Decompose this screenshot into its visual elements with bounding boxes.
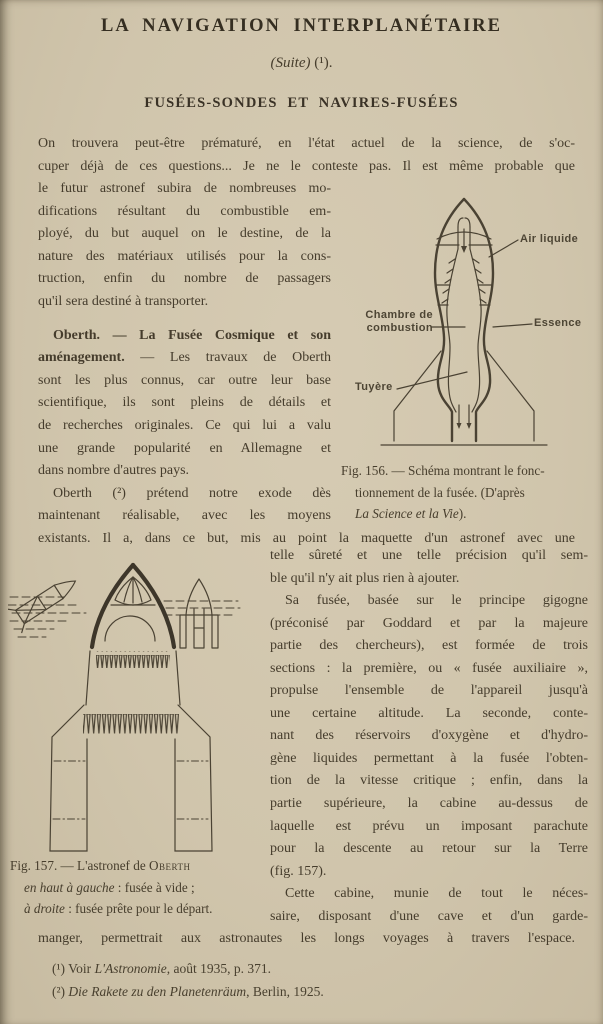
text-line: Sa fusée, basée sur le principe gigogne bbox=[285, 593, 588, 609]
text-line: partie des chercheurs), est formée de trois bbox=[270, 638, 588, 654]
text-line: sont les plus connus, car outre leur base bbox=[38, 372, 331, 388]
figure-156 bbox=[337, 193, 590, 525]
fig156-label-essence: Essence bbox=[534, 317, 582, 329]
text-line: saire, disposant d'une cave et d'un garde- bbox=[270, 908, 588, 924]
fig157-astronef-drawings bbox=[8, 553, 270, 853]
text-line: maintenant réalisable, avec les moyens bbox=[38, 508, 331, 524]
text-line: laquelle est prévu un imposant parachute bbox=[270, 818, 588, 834]
text-line: La Science et la Vie). bbox=[355, 506, 467, 521]
fig156-label-air-liquide: Air liquide bbox=[520, 233, 579, 245]
text-line: Fig. 156. — Schéma montrant le fonc- bbox=[341, 463, 545, 478]
text-line: une grande popularité en Allemagne et bbox=[38, 440, 331, 456]
text-line: telle sûreté et une telle précision qu'il sem- bbox=[270, 548, 588, 563]
text-line: en haut à gauche : fusée à vide ; bbox=[24, 879, 195, 895]
text-line: une certaine altitude. La seconde, conte- bbox=[270, 705, 588, 721]
article-subtitle bbox=[0, 55, 603, 72]
text-line: le futur astronef subira de nombreuses mo- bbox=[38, 181, 331, 196]
text-line: On trouvera peut-être prématuré, en l'état actuel de la science, de s'oc- bbox=[38, 136, 575, 151]
text-line: (¹) Voir L'Astronomie, août 1935, p. 371. bbox=[52, 961, 271, 976]
text-line: ployé, du but auquel on le destine, de la bbox=[38, 226, 331, 242]
text-line: (préconisé par Goddard et par la majeure bbox=[270, 615, 588, 631]
left-column-text bbox=[38, 178, 331, 528]
fig157-rocket-ready-in-water bbox=[164, 579, 240, 648]
text-line: (Suite) (¹). bbox=[270, 55, 333, 71]
text-line: (²) Die Rakete zu den Planetenräum, Berlin, 1925. bbox=[52, 984, 324, 999]
text-line: sections : la première, ou « fusée auxiliaire », bbox=[270, 660, 588, 676]
figure-157 bbox=[8, 553, 270, 925]
text-line: manger, permettrait aux astronautes les longs voyages à travers l'espace. bbox=[38, 931, 575, 946]
footnotes bbox=[52, 957, 542, 1003]
fig157-empty-rocket-floating bbox=[8, 569, 83, 632]
text-line: dans nombre d'autres pays. bbox=[38, 463, 190, 479]
text-line: Oberth (²) prétend notre exode dès bbox=[53, 485, 331, 501]
text-line: propulse l'ensemble de l'appareil jusqu'à bbox=[270, 683, 588, 699]
text-line: difications résultant du combustible em- bbox=[38, 203, 331, 219]
text-line: Fig. 157. — L'astronef de Oberth bbox=[10, 858, 191, 873]
text-line: truction, enfin du nombre de passagers bbox=[38, 271, 331, 287]
text-line: nature des matériaux utilisés pour la cons- bbox=[38, 248, 331, 264]
text-line: cuper déjà de ces questions... Je ne le conteste pas. Il est même probable que bbox=[38, 158, 575, 174]
text-line: Oberth. — La Fusée Cosmique et son bbox=[53, 327, 331, 343]
text-line: pour la descente au retour sur la Terre bbox=[270, 841, 588, 857]
text-line: partie supérieure, la cabine au-dessus de bbox=[270, 796, 588, 812]
fig156-caption bbox=[341, 460, 585, 525]
text-line: (fig. 157). bbox=[270, 863, 327, 879]
text-line: scientifique, ils sont pleins de détails et bbox=[38, 395, 331, 411]
text-line: de recherches originales. Ce qui lui a valu bbox=[38, 417, 331, 433]
text-line: Cette cabine, munie de tout le néces- bbox=[285, 886, 588, 902]
text-line: existants. Il a, dans ce but, mis au point la maquette d'un astronef avec une bbox=[38, 531, 575, 546]
text-line: aménagement. — Les travaux de Oberth bbox=[38, 350, 331, 366]
text-line: qu'il sera destiné à transporter. bbox=[38, 293, 209, 309]
closing-line bbox=[38, 928, 575, 951]
article-title: LA NAVIGATION INTERPLANÉTAIRE bbox=[100, 16, 502, 36]
text-line: ble qu'il n'y ait plus rien à ajouter. bbox=[270, 570, 460, 586]
text-line: tion de la vitesse critique ; enfin, dans la bbox=[270, 773, 588, 789]
fig157-caption bbox=[10, 855, 262, 920]
intro-paragraph bbox=[38, 133, 575, 179]
text-line: gène liquides permettant à la fusée l'obten- bbox=[270, 750, 588, 766]
fig156-label-chambre-de-combustion: Chambre de combustion bbox=[365, 309, 433, 334]
text-line: tionnement de la fusée. (D'après bbox=[355, 484, 525, 500]
fig157-large-astronef bbox=[50, 565, 212, 851]
fig156-label-tuyere: Tuyère bbox=[355, 381, 393, 393]
section-heading: FUSÉES-SONDES ET NAVIRES-FUSÉES bbox=[144, 95, 459, 111]
text-line: nant des réservoirs d'oxygène et d'hydro- bbox=[270, 728, 588, 744]
right-column-text bbox=[270, 545, 588, 928]
text-line: à droite : fusée prête pour le départ. bbox=[24, 901, 213, 916]
